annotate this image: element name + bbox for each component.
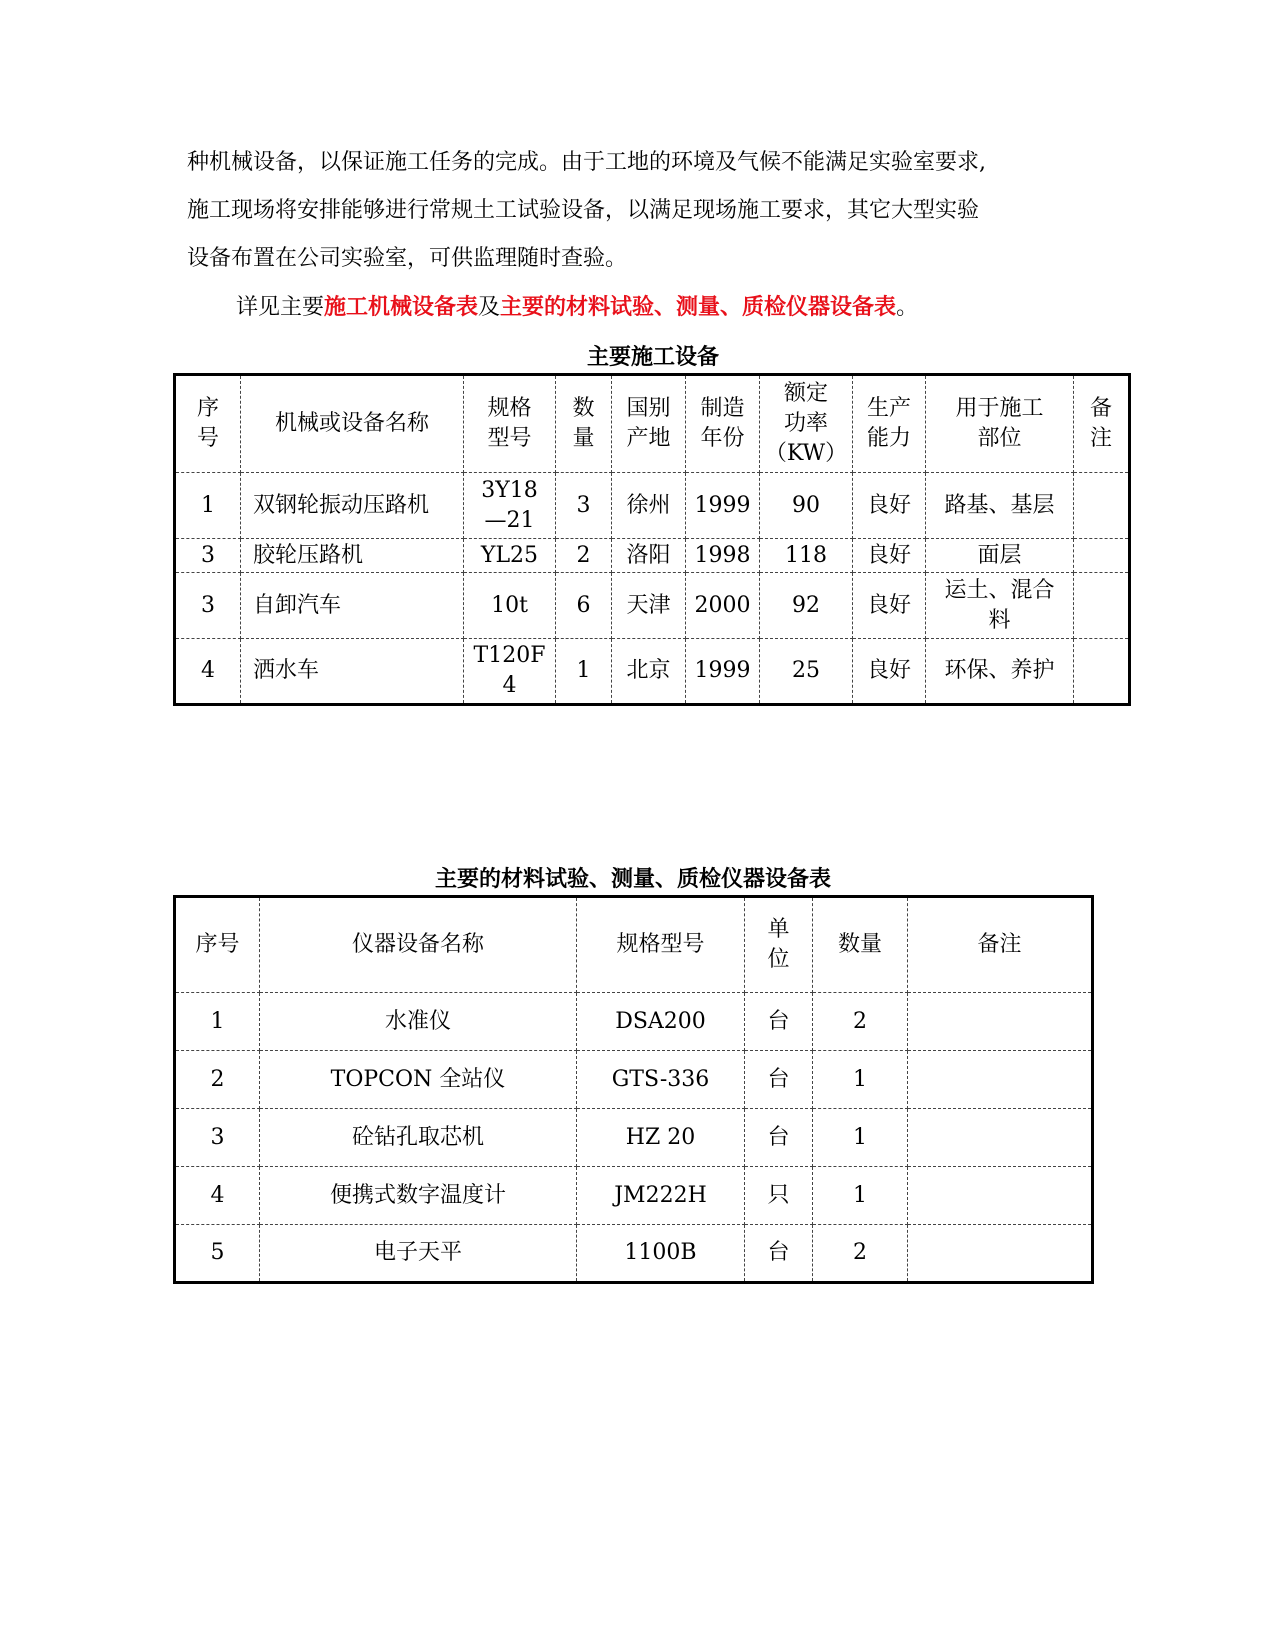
table-row: [175, 639, 1130, 705]
cell-no: 5: [175, 1225, 260, 1283]
cell-no: 3: [175, 539, 241, 573]
detail-mid: 及: [478, 295, 501, 320]
cell-note: [1074, 639, 1130, 705]
cell-name: 自卸汽车: [241, 573, 464, 639]
cell-power: 90: [760, 473, 853, 539]
table-row: [175, 1225, 1093, 1283]
cell-model: 3Y18 —21: [464, 473, 556, 539]
cell-origin: 天津: [612, 573, 686, 639]
header-cell: 备注: [908, 897, 1093, 993]
cell-note: [908, 1225, 1093, 1283]
cell-power: 25: [760, 639, 853, 705]
cell-power: 92: [760, 573, 853, 639]
cell-capacity: 良好: [853, 639, 926, 705]
cell-origin: 徐州: [612, 473, 686, 539]
cell-model: JM222H: [577, 1167, 745, 1225]
cell-model: T120F 4: [464, 639, 556, 705]
cell-qty: 3: [556, 473, 612, 539]
link-machine-table[interactable]: 施工机械设备表: [324, 294, 479, 320]
header-cell: 备 注: [1074, 375, 1130, 473]
cell-note: [908, 1167, 1093, 1225]
instrument-equipment-table: [173, 895, 1094, 1284]
detail-prefix: 详见主要: [236, 295, 325, 320]
cell-qty: 6: [556, 573, 612, 639]
cell-year: 2000: [686, 573, 760, 639]
cell-capacity: 良好: [853, 473, 926, 539]
header-cell: 规格型号: [577, 897, 745, 993]
table1-caption: 主要施工设备: [586, 344, 719, 370]
table-row: [175, 473, 1130, 539]
cell-unit: 台: [745, 1051, 813, 1109]
cell-unit: 只: [745, 1167, 813, 1225]
cell-no: 4: [175, 1167, 260, 1225]
cell-name: 胶轮压路机: [241, 539, 464, 573]
cell-qty: 2: [813, 1225, 908, 1283]
paragraph-line-1: 种机械设备，以保证施工任务的完成。由于工地的环境及气候不能满足实验室要求,: [187, 150, 986, 175]
cell-note: [1074, 473, 1130, 539]
detail-line: [236, 292, 918, 323]
cell-origin: 洛阳: [612, 539, 686, 573]
paragraph-line-3: 设备布置在公司实验室，可供监理随时查验。: [187, 246, 628, 271]
header-cell: 仪器设备名称: [260, 897, 577, 993]
header-cell: 生产 能力: [853, 375, 926, 473]
cell-no: 2: [175, 1051, 260, 1109]
table-row: [175, 1051, 1093, 1109]
header-cell: 用于施工 部位: [926, 375, 1074, 473]
cell-unit: 台: [745, 993, 813, 1051]
header-cell: 额定 功率 （KW）: [760, 375, 853, 473]
cell-qty: 2: [556, 539, 612, 573]
table2-header-row: [175, 897, 1093, 993]
cell-unit: 台: [745, 1109, 813, 1167]
cell-no: 4: [175, 639, 241, 705]
cell-usage: 面层: [926, 539, 1074, 573]
cell-usage: 运土、混合 料: [926, 573, 1074, 639]
cell-name: TOPCON 全站仪: [260, 1051, 577, 1109]
header-cell: 数 量: [556, 375, 612, 473]
table-row: [175, 573, 1130, 639]
cell-note: [908, 1051, 1093, 1109]
cell-no: 3: [175, 1109, 260, 1167]
table1-header-row: [175, 375, 1130, 473]
header-cell: 序号: [175, 897, 260, 993]
cell-name: 双钢轮振动压路机: [241, 473, 464, 539]
link-instrument-table[interactable]: 主要的材料试验、测量、质检仪器设备表: [500, 294, 897, 320]
detail-suffix: 。: [896, 295, 919, 320]
cell-model: 1100B: [577, 1225, 745, 1283]
paragraph-line-2: 施工现场将安排能够进行常规土工试验设备，以满足现场施工要求，其它大型实验: [187, 198, 980, 223]
table-row: [175, 1109, 1093, 1167]
table2-caption: 主要的材料试验、测量、质检仪器设备表: [434, 866, 831, 892]
table-row: [175, 539, 1130, 573]
cell-note: [1074, 539, 1130, 573]
cell-note: [908, 993, 1093, 1051]
cell-usage: 路基、基层: [926, 473, 1074, 539]
table-row: [175, 993, 1093, 1051]
cell-note: [908, 1109, 1093, 1167]
cell-no: 1: [175, 993, 260, 1051]
cell-qty: 1: [813, 1051, 908, 1109]
cell-model: YL25: [464, 539, 556, 573]
header-cell: 机械或设备名称: [241, 375, 464, 473]
cell-qty: 1: [813, 1109, 908, 1167]
cell-no: 1: [175, 473, 241, 539]
cell-name: 电子天平: [260, 1225, 577, 1283]
header-cell: 数量: [813, 897, 908, 993]
cell-year: 1998: [686, 539, 760, 573]
cell-capacity: 良好: [853, 539, 926, 573]
cell-qty: 1: [813, 1167, 908, 1225]
header-cell: 序 号: [175, 375, 241, 473]
cell-name: 水准仪: [260, 993, 577, 1051]
cell-year: 1999: [686, 473, 760, 539]
cell-model: DSA200: [577, 993, 745, 1051]
cell-qty: 1: [556, 639, 612, 705]
cell-no: 3: [175, 573, 241, 639]
cell-model: 10t: [464, 573, 556, 639]
cell-name: 便携式数字温度计: [260, 1167, 577, 1225]
construction-equipment-table: [173, 373, 1131, 706]
cell-note: [1074, 573, 1130, 639]
cell-origin: 北京: [612, 639, 686, 705]
cell-unit: 台: [745, 1225, 813, 1283]
cell-capacity: 良好: [853, 573, 926, 639]
table-row: [175, 1167, 1093, 1225]
header-cell: 单 位: [745, 897, 813, 993]
cell-power: 118: [760, 539, 853, 573]
header-cell: 规格 型号: [464, 375, 556, 473]
cell-model: HZ 20: [577, 1109, 745, 1167]
cell-model: GTS-336: [577, 1051, 745, 1109]
cell-name: 砼钻孔取芯机: [260, 1109, 577, 1167]
cell-year: 1999: [686, 639, 760, 705]
header-cell: 制造 年份: [686, 375, 760, 473]
cell-usage: 环保、养护: [926, 639, 1074, 705]
cell-name: 洒水车: [241, 639, 464, 705]
cell-qty: 2: [813, 993, 908, 1051]
header-cell: 国别 产地: [612, 375, 686, 473]
